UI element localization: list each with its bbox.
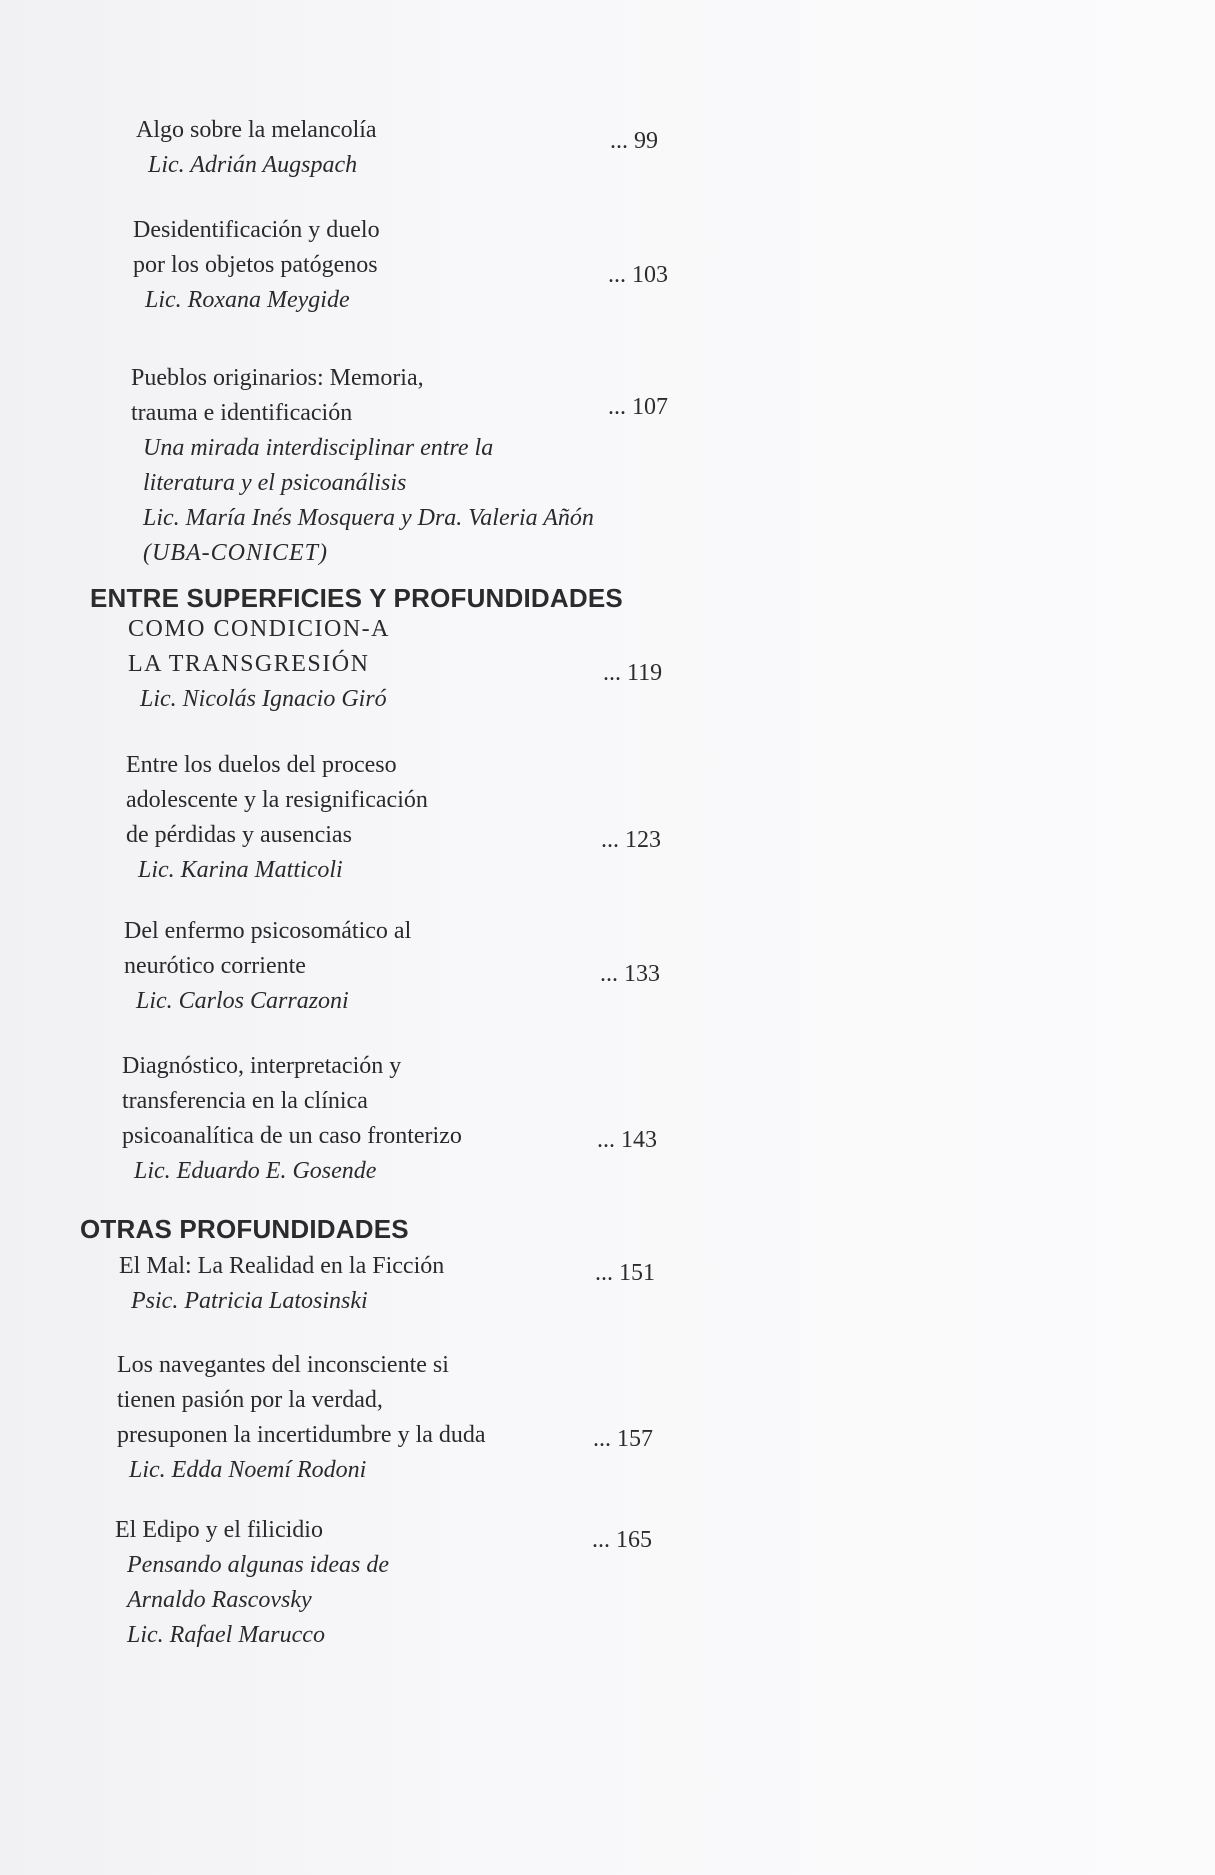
entry-author: Lic. Rafael Marucco: [127, 1622, 325, 1648]
entry-title-line: presuponen la incertidumbre y la duda: [117, 1422, 486, 1448]
entry-title-line: Diagnóstico, interpretación y: [122, 1053, 402, 1079]
entry-author: Lic. Karina Matticoli: [138, 857, 343, 883]
entry-title-line: trauma e identificación: [131, 400, 353, 426]
entry-title-line: de pérdidas y ausencias: [126, 822, 352, 848]
entry-title-line: COMO CONDICION-A: [128, 616, 390, 642]
page-number: ... 151: [595, 1260, 655, 1286]
toc-entry: [115, 1513, 389, 1653]
entry-title-line: psicoanalítica de un caso fronterizo: [122, 1123, 462, 1149]
entry-title-line: El Mal: La Realidad en la Ficción: [119, 1253, 445, 1279]
entry-title-line: tienen pasión por la verdad,: [117, 1387, 383, 1413]
entry-title-line: por los objetos patógenos: [133, 252, 378, 278]
section-heading: OTRAS PROFUNDIDADES: [80, 1214, 409, 1244]
toc-entry: [124, 914, 411, 1019]
entry-author: Lic. Edda Noemí Rodoni: [129, 1457, 367, 1483]
page-number: ... 143: [597, 1127, 657, 1153]
entry-title-line: El Edipo y el filicidio: [115, 1517, 323, 1543]
page-number: ... 119: [603, 660, 663, 686]
toc-entry: [126, 748, 428, 888]
entry-title-line: Del enfermo psicosomático al: [124, 918, 412, 944]
entry-author: Lic. Nicolás Ignacio Giró: [140, 686, 387, 712]
toc-entry: [136, 113, 377, 183]
entry-title-line: neurótico corriente: [124, 953, 306, 979]
entry-title-line: LA TRANSGRESIÓN: [128, 651, 370, 677]
page-number: ... 123: [601, 827, 661, 853]
page-number: ... 157: [593, 1426, 653, 1452]
toc-entry: [119, 1249, 444, 1319]
entry-title-line: Pueblos originarios: Memoria,: [131, 365, 424, 391]
toc-entry: [131, 361, 594, 571]
page-number: ... 107: [608, 394, 668, 420]
entry-author: Lic. María Inés Mosquera y Dra. Valeria Añón: [143, 505, 594, 531]
section-heading: ENTRE SUPERFICIES Y PROFUNDIDADES: [90, 583, 623, 613]
entry-title-line: Los navegantes del inconsciente si: [117, 1352, 449, 1378]
page-number: ... 165: [592, 1527, 652, 1553]
entry-title-line: transferencia en la clínica: [122, 1088, 368, 1114]
entry-author: Psic. Patricia Latosinski: [131, 1288, 368, 1314]
page-number: ... 103: [608, 262, 668, 288]
toc-entry: [133, 213, 380, 318]
page-number: ... 133: [600, 961, 660, 987]
entry-author: (UBA-CONICET): [143, 540, 328, 566]
entry-subtitle: Una mirada interdisciplinar entre la: [143, 435, 494, 461]
entry-title-line: adolescente y la resignificación: [126, 787, 428, 813]
entry-author: Lic. Eduardo E. Gosende: [134, 1158, 377, 1184]
entry-subtitle: Arnaldo Rascovsky: [127, 1587, 312, 1613]
entry-title-line: Algo sobre la melancolía: [136, 117, 377, 143]
toc-entry: [122, 1049, 462, 1189]
entry-title-line: Desidentificación y duelo: [133, 217, 380, 243]
entry-subtitle: Pensando algunas ideas de: [127, 1552, 389, 1578]
entry-subtitle: literatura y el psicoanálisis: [143, 470, 407, 496]
entry-author: Lic. Adrián Augspach: [148, 152, 358, 178]
entry-author: Lic. Roxana Meygide: [145, 287, 350, 313]
toc-entry: [117, 1348, 486, 1488]
entry-author: Lic. Carlos Carrazoni: [136, 988, 349, 1014]
page-number: ... 99: [610, 128, 658, 154]
entry-title-line: Entre los duelos del proceso: [126, 752, 397, 778]
toc-entry: [128, 612, 390, 717]
